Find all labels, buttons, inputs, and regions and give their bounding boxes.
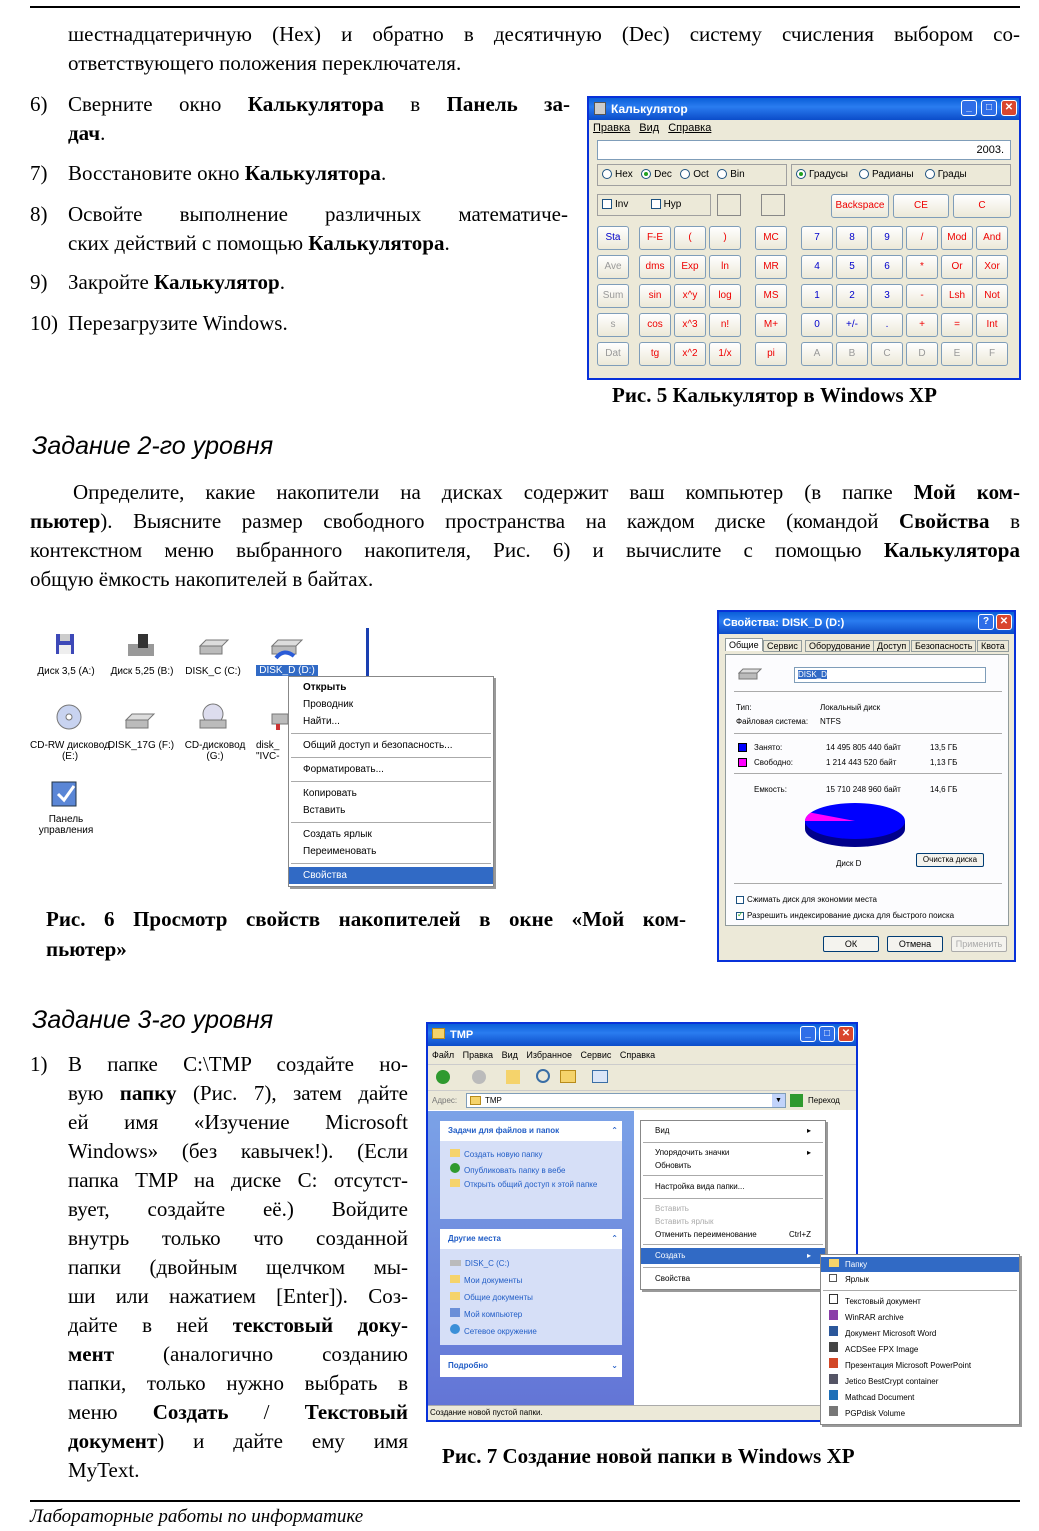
- ctx-arrange[interactable]: Упорядочить значки ▸: [655, 1148, 811, 1157]
- icon-label: Диск 3,5 (A:): [37, 666, 95, 677]
- icon-label: Панель управления: [38, 814, 94, 836]
- fig7-caption: Рис. 7 Создание новой папки в Windows XP: [442, 1444, 855, 1468]
- calc-key[interactable]: sin: [639, 284, 671, 308]
- task3-line: мент (аналогично созданию: [68, 1342, 408, 1366]
- calc-key[interactable]: (: [674, 226, 706, 250]
- divider: [734, 773, 1002, 774]
- calc-key[interactable]: 9: [871, 226, 903, 250]
- footer-text: Лабораторные работы по информатике: [30, 1506, 364, 1527]
- icon-label: Диск 5,25 (B:): [110, 666, 174, 677]
- hard-drive-icon: [450, 1260, 461, 1266]
- menu-favorites[interactable]: Избранное: [526, 1050, 573, 1060]
- ce-button[interactable]: CE: [893, 194, 949, 218]
- icon-label-selected: DISK_D (D:): [256, 665, 318, 676]
- calc-key[interactable]: Mod: [941, 226, 973, 250]
- new-mathcad[interactable]: Mathcad Document: [821, 1390, 1019, 1406]
- separator: [291, 757, 491, 758]
- text-document-icon: [829, 1294, 838, 1304]
- calc-key[interactable]: E: [941, 342, 973, 366]
- task3-line: ши или нажатием [Enter]). Соз-: [68, 1284, 408, 1308]
- calc-key[interactable]: B: [836, 342, 868, 366]
- share-icon: [450, 1179, 460, 1187]
- angle-group: [791, 164, 1011, 186]
- drive-context-menu: [288, 676, 494, 887]
- general-tab-panel: [725, 654, 1009, 926]
- place-my-documents[interactable]: Мои документы: [450, 1272, 622, 1289]
- folder-context-menu: [640, 1120, 826, 1290]
- separator: [291, 733, 491, 734]
- ctx-properties[interactable]: Свойства: [289, 867, 493, 884]
- new-submenu: [820, 1254, 1020, 1425]
- place-shared-documents[interactable]: Общие документы: [450, 1289, 622, 1306]
- ctx-view[interactable]: Вид ▸: [641, 1123, 825, 1139]
- calc-key[interactable]: x^y: [674, 284, 706, 308]
- ctx-undo-rename[interactable]: Отменить переименование Ctrl+Z: [655, 1230, 811, 1239]
- address-input[interactable]: TMP ▼: [466, 1093, 786, 1108]
- type-label: Тип:: [736, 703, 752, 712]
- minimize-icon[interactable]: _: [961, 100, 977, 116]
- calculator-display: 2003.: [597, 140, 1011, 160]
- ctx-paste-shortcut[interactable]: Вставить ярлык: [655, 1217, 714, 1226]
- menu-help[interactable]: Справка: [619, 1050, 656, 1060]
- expand-icon: ⌄: [611, 1361, 618, 1370]
- heading-level-2: Задание 2-го уровня: [32, 432, 274, 460]
- new-text-document[interactable]: Текстовый документ: [821, 1294, 1019, 1310]
- folders-icon[interactable]: [560, 1070, 576, 1083]
- list-item: 6) Сверните окно Калькулятора в Панель за- дач.: [30, 92, 570, 145]
- calc-key[interactable]: Xor: [976, 255, 1008, 279]
- radio-bin[interactable]: Bin: [717, 169, 744, 180]
- folder-icon: [450, 1275, 460, 1283]
- mathcad-icon: [829, 1390, 838, 1400]
- floppy-525-icon[interactable]: [126, 632, 156, 658]
- back-icon[interactable]: [436, 1070, 450, 1084]
- cd-rw-icon[interactable]: [54, 702, 84, 732]
- free-color-swatch: [738, 758, 747, 767]
- cd-drive-icon[interactable]: [198, 702, 230, 732]
- close-icon[interactable]: ✕: [1001, 100, 1017, 116]
- free-gb: 1,13 ГБ: [930, 758, 958, 767]
- ctx-customize[interactable]: Настройка вида папки...: [655, 1182, 745, 1191]
- calc-key[interactable]: 3: [871, 284, 903, 308]
- new-powerpoint[interactable]: Презентация Microsoft PowerPoint: [821, 1358, 1019, 1374]
- hard-drive-icon[interactable]: [198, 636, 230, 658]
- calc-key[interactable]: =: [941, 313, 973, 337]
- calc-key[interactable]: cos: [639, 313, 671, 337]
- network-icon: [450, 1324, 460, 1334]
- task3-text: [68, 1050, 408, 1485]
- calc-key[interactable]: x^2: [674, 342, 706, 366]
- explorer-titlebar: TMP _ □ ✕: [428, 1024, 856, 1046]
- used-label: Занято:: [754, 743, 783, 752]
- task-publish[interactable]: Опубликовать папку в вебе: [450, 1163, 622, 1179]
- calc-key[interactable]: -: [906, 284, 938, 308]
- explorer-toolbar: [428, 1064, 856, 1090]
- radio-radians[interactable]: Радианы: [859, 169, 914, 180]
- paren-indicator: [761, 194, 785, 216]
- new-shortcut-item[interactable]: Ярлык: [821, 1272, 1019, 1287]
- separator: [291, 863, 491, 864]
- radio-dec[interactable]: Dec: [641, 169, 672, 180]
- type-value: Локальный диск: [820, 703, 881, 712]
- ctx-refresh[interactable]: Обновить: [655, 1161, 692, 1170]
- c-button[interactable]: C: [953, 194, 1011, 218]
- chevron-right-icon: ▸: [806, 1251, 811, 1260]
- calc-key[interactable]: Or: [941, 255, 973, 279]
- tab-hardware[interactable]: Оборудование: [805, 640, 874, 652]
- ctx-rename[interactable]: Переименовать: [303, 846, 377, 857]
- hard-drive-icon: [738, 667, 762, 681]
- calc-key[interactable]: tg: [639, 342, 671, 366]
- ctx-create-shortcut[interactable]: Создать ярлык: [303, 829, 372, 840]
- other-places-header[interactable]: Другие места ⌃: [440, 1229, 622, 1249]
- backspace-button[interactable]: Backspace: [831, 194, 889, 218]
- menu-file[interactable]: Файл: [432, 1050, 455, 1060]
- calc-key[interactable]: F-E: [639, 226, 671, 250]
- ok-button[interactable]: ОК: [823, 936, 879, 952]
- used-color-swatch: [738, 743, 747, 752]
- disk-cleanup-button[interactable]: Очистка диска: [916, 853, 984, 867]
- calc-key[interactable]: Sta: [597, 226, 629, 250]
- ctx-sharing[interactable]: Общий доступ и безопасность...: [303, 740, 453, 751]
- shortcut-icon: [829, 1274, 837, 1282]
- address-label: Адрес:: [432, 1096, 458, 1105]
- container-icon: [829, 1374, 838, 1384]
- calc-key[interactable]: log: [709, 284, 741, 308]
- go-arrow-icon[interactable]: [790, 1094, 803, 1107]
- properties-dialog: [717, 610, 1016, 962]
- powerpoint-icon: [829, 1358, 838, 1368]
- maximize-icon[interactable]: □: [819, 1026, 835, 1042]
- radio-grads[interactable]: Грады: [925, 169, 967, 180]
- radio-degrees[interactable]: Градусы: [796, 169, 848, 180]
- calc-key[interactable]: C: [871, 342, 903, 366]
- tab-quota[interactable]: Квота: [977, 640, 1009, 652]
- forward-icon[interactable]: [472, 1070, 486, 1084]
- radio-oct[interactable]: Oct: [680, 169, 709, 180]
- calc-key[interactable]: .: [871, 313, 903, 337]
- place-network[interactable]: Сетевое окружение: [450, 1323, 622, 1340]
- menu-view[interactable]: Вид: [501, 1050, 518, 1060]
- properties-titlebar: Свойства: DISK_D (D:) ? ✕: [719, 612, 1014, 634]
- used-gb: 13,5 ГБ: [930, 743, 958, 752]
- up-folder-icon[interactable]: [506, 1070, 520, 1084]
- divider: [734, 883, 1002, 884]
- divider: [734, 691, 1002, 692]
- folder-icon: [432, 1028, 445, 1039]
- explorer-window: [426, 1022, 858, 1422]
- menu-view[interactable]: Вид: [639, 122, 660, 134]
- task3-line: вую папку (Рис. 7), затем дайте: [68, 1081, 408, 1105]
- calc-key[interactable]: MR: [755, 255, 787, 279]
- icon-label: DISK_17G (F:): [107, 740, 175, 751]
- calc-key[interactable]: M+: [755, 313, 787, 337]
- calc-key[interactable]: s: [597, 313, 629, 337]
- calc-key[interactable]: ): [709, 226, 741, 250]
- fs-label: Файловая система:: [736, 717, 809, 726]
- calc-key[interactable]: F: [976, 342, 1008, 366]
- new-word-document[interactable]: Документ Microsoft Word: [821, 1326, 1019, 1342]
- ctx-explorer[interactable]: Проводник: [303, 699, 354, 710]
- task3-line: В папке C:\TMP создайте но-: [68, 1052, 408, 1076]
- search-icon[interactable]: [536, 1069, 550, 1083]
- tab-security[interactable]: Безопасность: [911, 640, 976, 652]
- task2-paragraph: Определите, какие накопители на дисках содержит ваш компьютер (в папке Мой ком- пьютер). Выясните размер свободного пространства на каждом диске (командой Свойства в контекстном меню выбранного накопителя, Рис. 6) и вычислите с помощью Калькулятора общую ёмкость накопителей в байтах.: [30, 480, 1020, 591]
- folder-icon: [450, 1292, 460, 1300]
- ctx-paste[interactable]: Вставить: [655, 1204, 689, 1213]
- calc-key[interactable]: ln: [709, 255, 741, 279]
- folder-icon: [829, 1259, 839, 1267]
- chevron-right-icon: ▸: [806, 1126, 811, 1135]
- calculator-titlebar: Калькулятор _ □ ✕: [589, 98, 1019, 120]
- task3-line: Windows» (без кавычек!). (Если: [68, 1139, 408, 1163]
- calc-key[interactable]: Sum: [597, 284, 629, 308]
- radio-hex[interactable]: Hex: [602, 169, 633, 180]
- new-pgpdisk[interactable]: PGPdisk Volume: [821, 1406, 1019, 1422]
- task3-line: ей имя «Изучение Microsoft: [68, 1110, 408, 1134]
- help-icon[interactable]: ?: [978, 614, 994, 630]
- task3-line: папка TMP на диске C: отсутст-: [68, 1168, 408, 1192]
- new-bestcrypt[interactable]: Jetico BestCrypt container: [821, 1374, 1019, 1390]
- calc-key[interactable]: 8: [836, 226, 868, 250]
- calc-key[interactable]: 7: [801, 226, 833, 250]
- cancel-button[interactable]: Отмена: [887, 936, 943, 952]
- capacity-gb: 14,6 ГБ: [930, 785, 958, 794]
- place-disk-c[interactable]: DISK_C (C:): [450, 1255, 622, 1272]
- check-hyp[interactable]: Hyp: [651, 199, 682, 210]
- calc-key[interactable]: Not: [976, 284, 1008, 308]
- calc-key[interactable]: /: [906, 226, 938, 250]
- hard-drive-shared-icon[interactable]: [270, 634, 304, 660]
- calc-key[interactable]: MS: [755, 284, 787, 308]
- control-panel-icon[interactable]: [50, 778, 80, 808]
- calc-key[interactable]: 1: [801, 284, 833, 308]
- task-new-folder[interactable]: Создать новую папку: [450, 1147, 622, 1163]
- address-bar: [428, 1090, 856, 1110]
- ctx-open[interactable]: Открыть: [303, 682, 347, 693]
- calc-key[interactable]: Int: [976, 313, 1008, 337]
- calc-key[interactable]: pi: [755, 342, 787, 366]
- tab-sharing[interactable]: Доступ: [873, 640, 910, 652]
- task3-line: MyText.: [68, 1458, 140, 1482]
- capacity-bytes: 15 710 248 960 байт: [826, 785, 901, 794]
- calc-key[interactable]: Dat: [597, 342, 629, 366]
- image-icon: [829, 1342, 838, 1352]
- inv-hyp-group: [597, 194, 711, 216]
- task-pane: [428, 1111, 634, 1405]
- task3-line: документ) и дайте ему имя: [68, 1429, 408, 1453]
- check-inv[interactable]: Inv: [602, 199, 628, 210]
- go-button[interactable]: Переход: [808, 1096, 840, 1105]
- network-drive-icon[interactable]: [270, 708, 288, 732]
- calc-key[interactable]: 6: [871, 255, 903, 279]
- ctx-copy[interactable]: Копировать: [303, 788, 357, 799]
- chevron-right-icon: ▸: [806, 1148, 811, 1157]
- compress-checkbox[interactable]: Сжимать диск для экономии места: [736, 895, 877, 904]
- icon-label: CD-RW дисковод (E:): [30, 740, 110, 762]
- calculator-window: [587, 96, 1021, 380]
- index-checkbox[interactable]: ✓ Разрешить индексирование диска для быстрого поиска: [737, 909, 955, 920]
- calc-key[interactable]: 0: [801, 313, 833, 337]
- computer-icon: [450, 1308, 460, 1317]
- new-acdsee-image[interactable]: ACDSee FPX Image: [821, 1342, 1019, 1358]
- fig5-caption: Рис. 5 Калькулятор в Windows XP: [612, 383, 937, 407]
- disk-label: Диск D: [836, 859, 862, 868]
- list-number: 1): [30, 1052, 48, 1076]
- ctx-format[interactable]: Форматировать...: [303, 764, 384, 775]
- memory-indicator: [717, 194, 741, 216]
- radix-group: [597, 164, 787, 186]
- ctx-properties[interactable]: Свойства: [655, 1274, 691, 1283]
- steps-list: 6) Сверните окно Калькулятора в Панель за- дач. 7) Восстановите окно Калькулятора. 8) Освойте выполнение различных математиче- ских действий с помощью Калькулятора. 9) Закройте Калькулятор. 10) Перезагрузите Windows.: [30, 92, 570, 335]
- maximize-icon[interactable]: □: [981, 100, 997, 116]
- floppy-35-icon[interactable]: [52, 632, 78, 658]
- calc-key[interactable]: +: [906, 313, 938, 337]
- calc-key[interactable]: 2: [836, 284, 868, 308]
- menu-edit[interactable]: Правка: [593, 122, 631, 134]
- calc-key[interactable]: Lsh: [941, 284, 973, 308]
- ctx-find[interactable]: Найти...: [303, 716, 340, 727]
- close-icon[interactable]: ✕: [838, 1026, 854, 1042]
- calc-key[interactable]: dms: [639, 255, 671, 279]
- task3-line: внутрь только что созданной: [68, 1226, 408, 1250]
- tab-tools[interactable]: Сервис: [763, 640, 802, 652]
- task-share[interactable]: Открыть общий доступ к этой папке: [450, 1179, 622, 1190]
- calc-key[interactable]: Ave: [597, 255, 629, 279]
- chevron-down-icon[interactable]: ▼: [772, 1094, 785, 1107]
- apply-button[interactable]: Применить: [951, 936, 1007, 952]
- calc-key[interactable]: +/-: [836, 313, 868, 337]
- menu-edit[interactable]: Правка: [462, 1050, 494, 1060]
- globe-icon: [450, 1163, 460, 1173]
- file-tasks-panel: [440, 1121, 622, 1219]
- calc-key[interactable]: x^3: [674, 313, 706, 337]
- folder-icon: [470, 1096, 481, 1105]
- word-icon: [829, 1326, 838, 1336]
- collapse-icon: ⌃: [611, 1234, 618, 1243]
- free-bytes: 1 214 443 520 байт: [826, 758, 897, 767]
- calc-key[interactable]: 1/x: [709, 342, 741, 366]
- top-paragraph: шестнадцатеричную (Hex) и обратно в десятичную (Dec) систему счисления выбором со- ответствующего положения переключателя.: [68, 22, 1020, 75]
- divider: [734, 733, 1002, 734]
- calc-key[interactable]: n!: [709, 313, 741, 337]
- properties-tabs: [725, 638, 1009, 654]
- separator: [291, 822, 491, 823]
- calc-key[interactable]: A: [801, 342, 833, 366]
- calculator-menubar: [589, 120, 1019, 136]
- tab-general[interactable]: Общие: [725, 638, 763, 651]
- place-my-computer[interactable]: Мой компьютер: [450, 1306, 622, 1323]
- top-rule: [30, 6, 1020, 8]
- mycomputer-view: [30, 628, 498, 886]
- collapse-icon: ⌃: [611, 1126, 618, 1135]
- status-bar: Создание новой пустой папки.: [428, 1405, 856, 1420]
- views-icon[interactable]: [592, 1070, 608, 1083]
- other-places-panel: [440, 1229, 622, 1345]
- explorer-menubar: [428, 1046, 856, 1064]
- calc-key[interactable]: And: [976, 226, 1008, 250]
- menu-tools[interactable]: Сервис: [580, 1050, 612, 1060]
- menu-help[interactable]: Справка: [668, 122, 712, 134]
- capacity-label: Емкость:: [754, 785, 787, 794]
- task3-line: папки (двойным щелчком мы-: [68, 1255, 408, 1279]
- calc-key[interactable]: *: [906, 255, 938, 279]
- icon-label: disk_ "IVC-: [256, 740, 280, 762]
- ctx-paste[interactable]: Вставить: [303, 805, 346, 816]
- fig6-caption: Рис. 6 Просмотр свойств накопителей в окне «Мой ком- пьютер»: [46, 907, 686, 961]
- heading-level-3: Задание 3-го уровня: [32, 1006, 274, 1034]
- task3-line: дайте в ней текстовый доку-: [68, 1313, 408, 1337]
- folder-icon: [450, 1149, 460, 1157]
- calc-key[interactable]: 4: [801, 255, 833, 279]
- details-header[interactable]: Подробно ⌄: [440, 1355, 622, 1377]
- disk-icon: [829, 1406, 838, 1416]
- fs-value: NTFS: [820, 717, 841, 726]
- separator: [291, 781, 491, 782]
- minimize-icon[interactable]: _: [800, 1026, 816, 1042]
- icon-label: CD-дисковод (G:): [184, 740, 246, 762]
- close-icon[interactable]: ✕: [996, 614, 1012, 630]
- hard-drive-icon[interactable]: [124, 710, 156, 732]
- disk-usage-pie: [800, 799, 910, 855]
- drive-name-input[interactable]: DISK_D: [794, 667, 986, 683]
- calculator-icon: [594, 102, 606, 115]
- calc-key[interactable]: MC: [755, 226, 787, 250]
- calc-key[interactable]: Exp: [674, 255, 706, 279]
- new-folder-item[interactable]: Папку: [821, 1257, 1019, 1272]
- task3-line: папки, только нужно выбрать в: [68, 1371, 408, 1395]
- task3-line: вует, создайте её.) Войдите: [68, 1197, 408, 1221]
- new-winrar-archive[interactable]: WinRAR archive: [821, 1310, 1019, 1326]
- calc-key[interactable]: 5: [836, 255, 868, 279]
- free-label: Свободно:: [754, 758, 793, 767]
- task3-line: меню Создать / Текстовый: [68, 1400, 408, 1424]
- ctx-new[interactable]: Создать ▸: [641, 1248, 825, 1264]
- file-tasks-header[interactable]: Задачи для файлов и папок ⌃: [440, 1121, 622, 1141]
- calc-key[interactable]: D: [906, 342, 938, 366]
- used-bytes: 14 495 805 440 байт: [826, 743, 901, 752]
- icon-label: DISK_C (C:): [185, 666, 241, 677]
- winrar-icon: [829, 1310, 838, 1320]
